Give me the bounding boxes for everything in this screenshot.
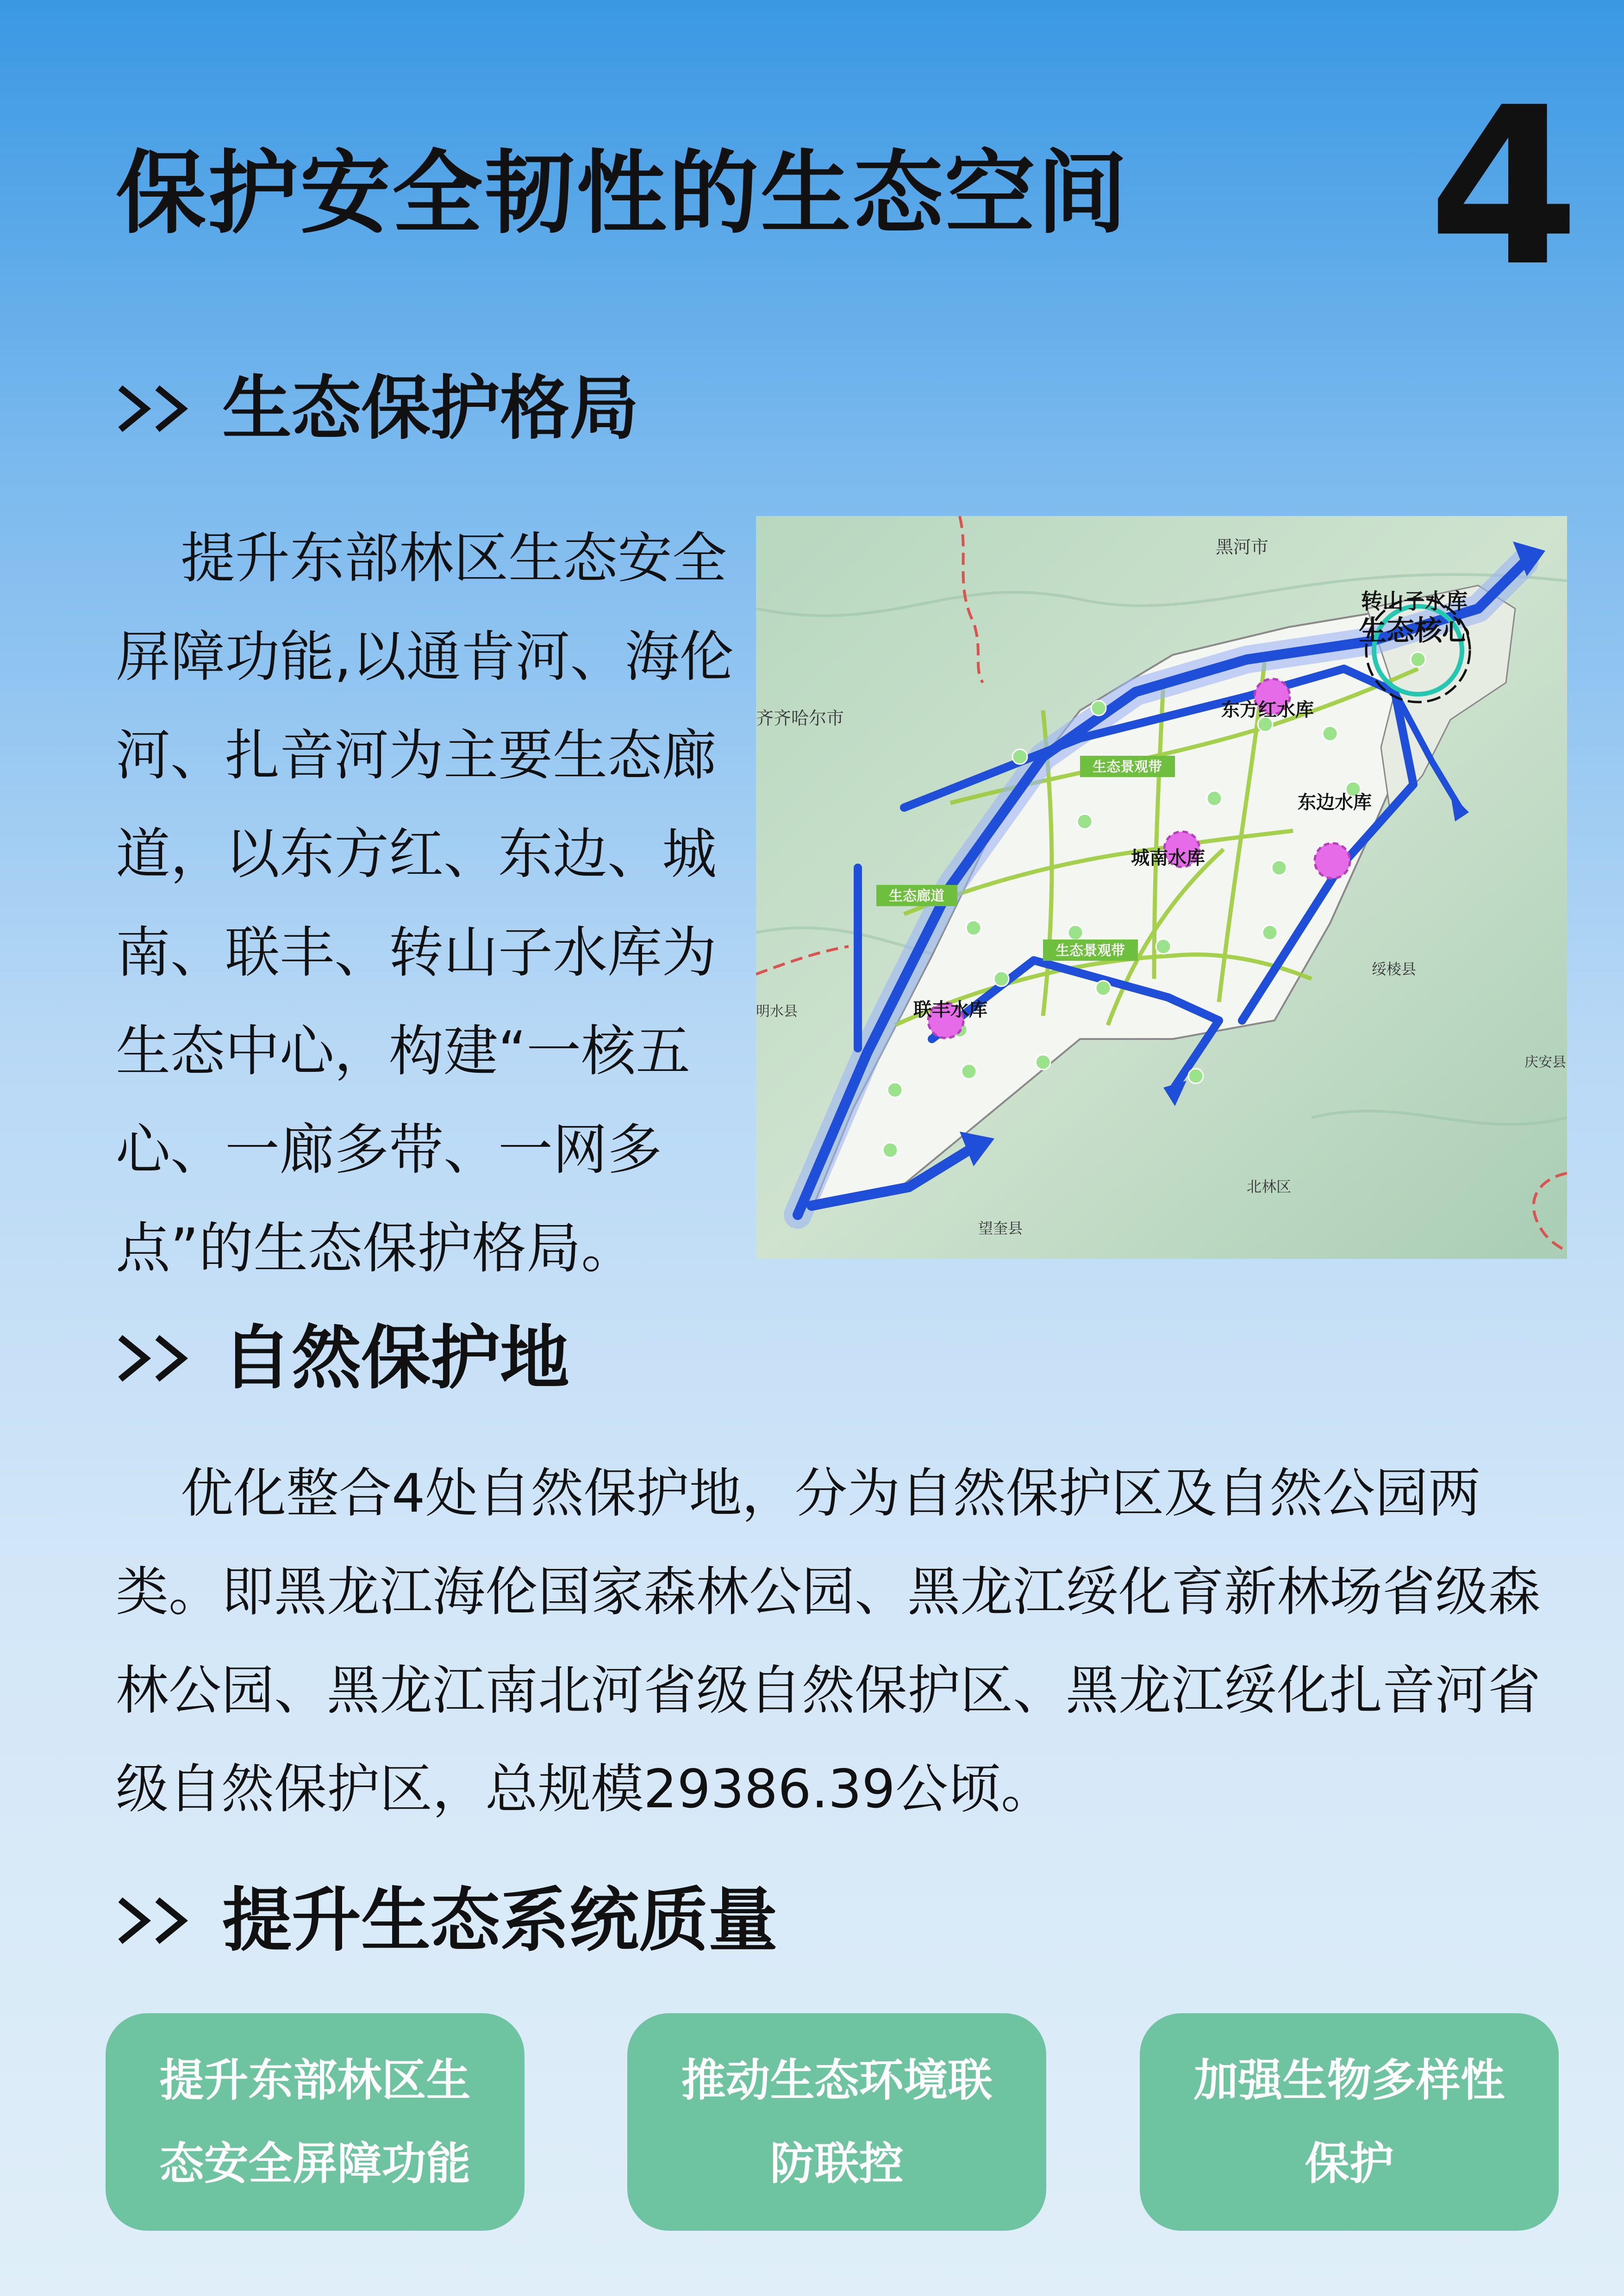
measure-card — [106, 2013, 525, 2231]
band-label-2: 生态景观带 — [1056, 943, 1125, 959]
map-graphic — [756, 516, 1567, 1259]
place-label: 绥棱县 — [1372, 960, 1417, 978]
reservoir-label: 联丰水库 — [913, 999, 987, 1020]
measure-card-text: 加强生物多样性保护 — [1193, 2054, 1505, 2190]
place-label: 庆安县 — [1524, 1054, 1566, 1070]
ecological-pattern-map — [756, 516, 1567, 1259]
place-label: 望奎县 — [978, 1220, 1023, 1237]
place-label: 齐齐哈尔市 — [756, 708, 844, 728]
place-label: 明水县 — [756, 1003, 798, 1020]
band-label-1: 生态景观带 — [1093, 759, 1162, 775]
pattern-paragraph: 提升东部林区生态安全屏障功能,以通肯河、海伦河、扎音河为主要生态廊道，以东方红、东边、城南、联丰、转山子水库为生态中心，构建“一核五心、一廊多带、一网多点”的生态保护格局。 — [116, 526, 734, 1280]
core-label: 生态核心 — [1359, 615, 1470, 647]
section-heading-quality — [116, 1880, 778, 1961]
double-chevron-icon — [116, 383, 194, 434]
section-heading-pattern — [116, 368, 639, 449]
double-chevron-icon — [116, 1333, 194, 1384]
section-heading-reserves — [116, 1318, 570, 1399]
section-title: 生态保护格局 — [222, 368, 639, 449]
measure-card-text: 推动生态环境联防联控 — [681, 2054, 993, 2190]
place-label: 北林区 — [1247, 1178, 1292, 1195]
measure-card — [1140, 2013, 1559, 2231]
measure-card — [627, 2013, 1046, 2231]
reservoir-label: 东边水库 — [1298, 792, 1372, 813]
core-reservoir-label: 转山子水库 — [1361, 589, 1468, 614]
measure-card-text: 提升东部林区生态安全屏障功能 — [159, 2054, 471, 2190]
chapter-number: 4 — [1428, 61, 1580, 314]
section-title: 提升生态系统质量 — [222, 1880, 778, 1961]
reserves-paragraph: 优化整合4处自然保护地，分为自然保护区及自然公园两类。即黑龙江海伦国家森林公园、黑龙江绥化育新林场省级森林公园、黑龙江南北河省级自然保护区、黑龙江绥化扎音河省级自然保护区，总规模29386.39公顷。 — [116, 1462, 1541, 1820]
page-title: 保护安全韧性的生态空间 — [116, 141, 1129, 246]
reservoir-label: 城南水库 — [1131, 847, 1205, 869]
section-title: 自然保护地 — [222, 1318, 570, 1399]
reservoir-label: 东方红水库 — [1221, 699, 1314, 721]
corridor-label: 生态廊道 — [889, 888, 944, 904]
double-chevron-icon — [116, 1895, 194, 1946]
place-label: 黑河市 — [1215, 537, 1269, 557]
